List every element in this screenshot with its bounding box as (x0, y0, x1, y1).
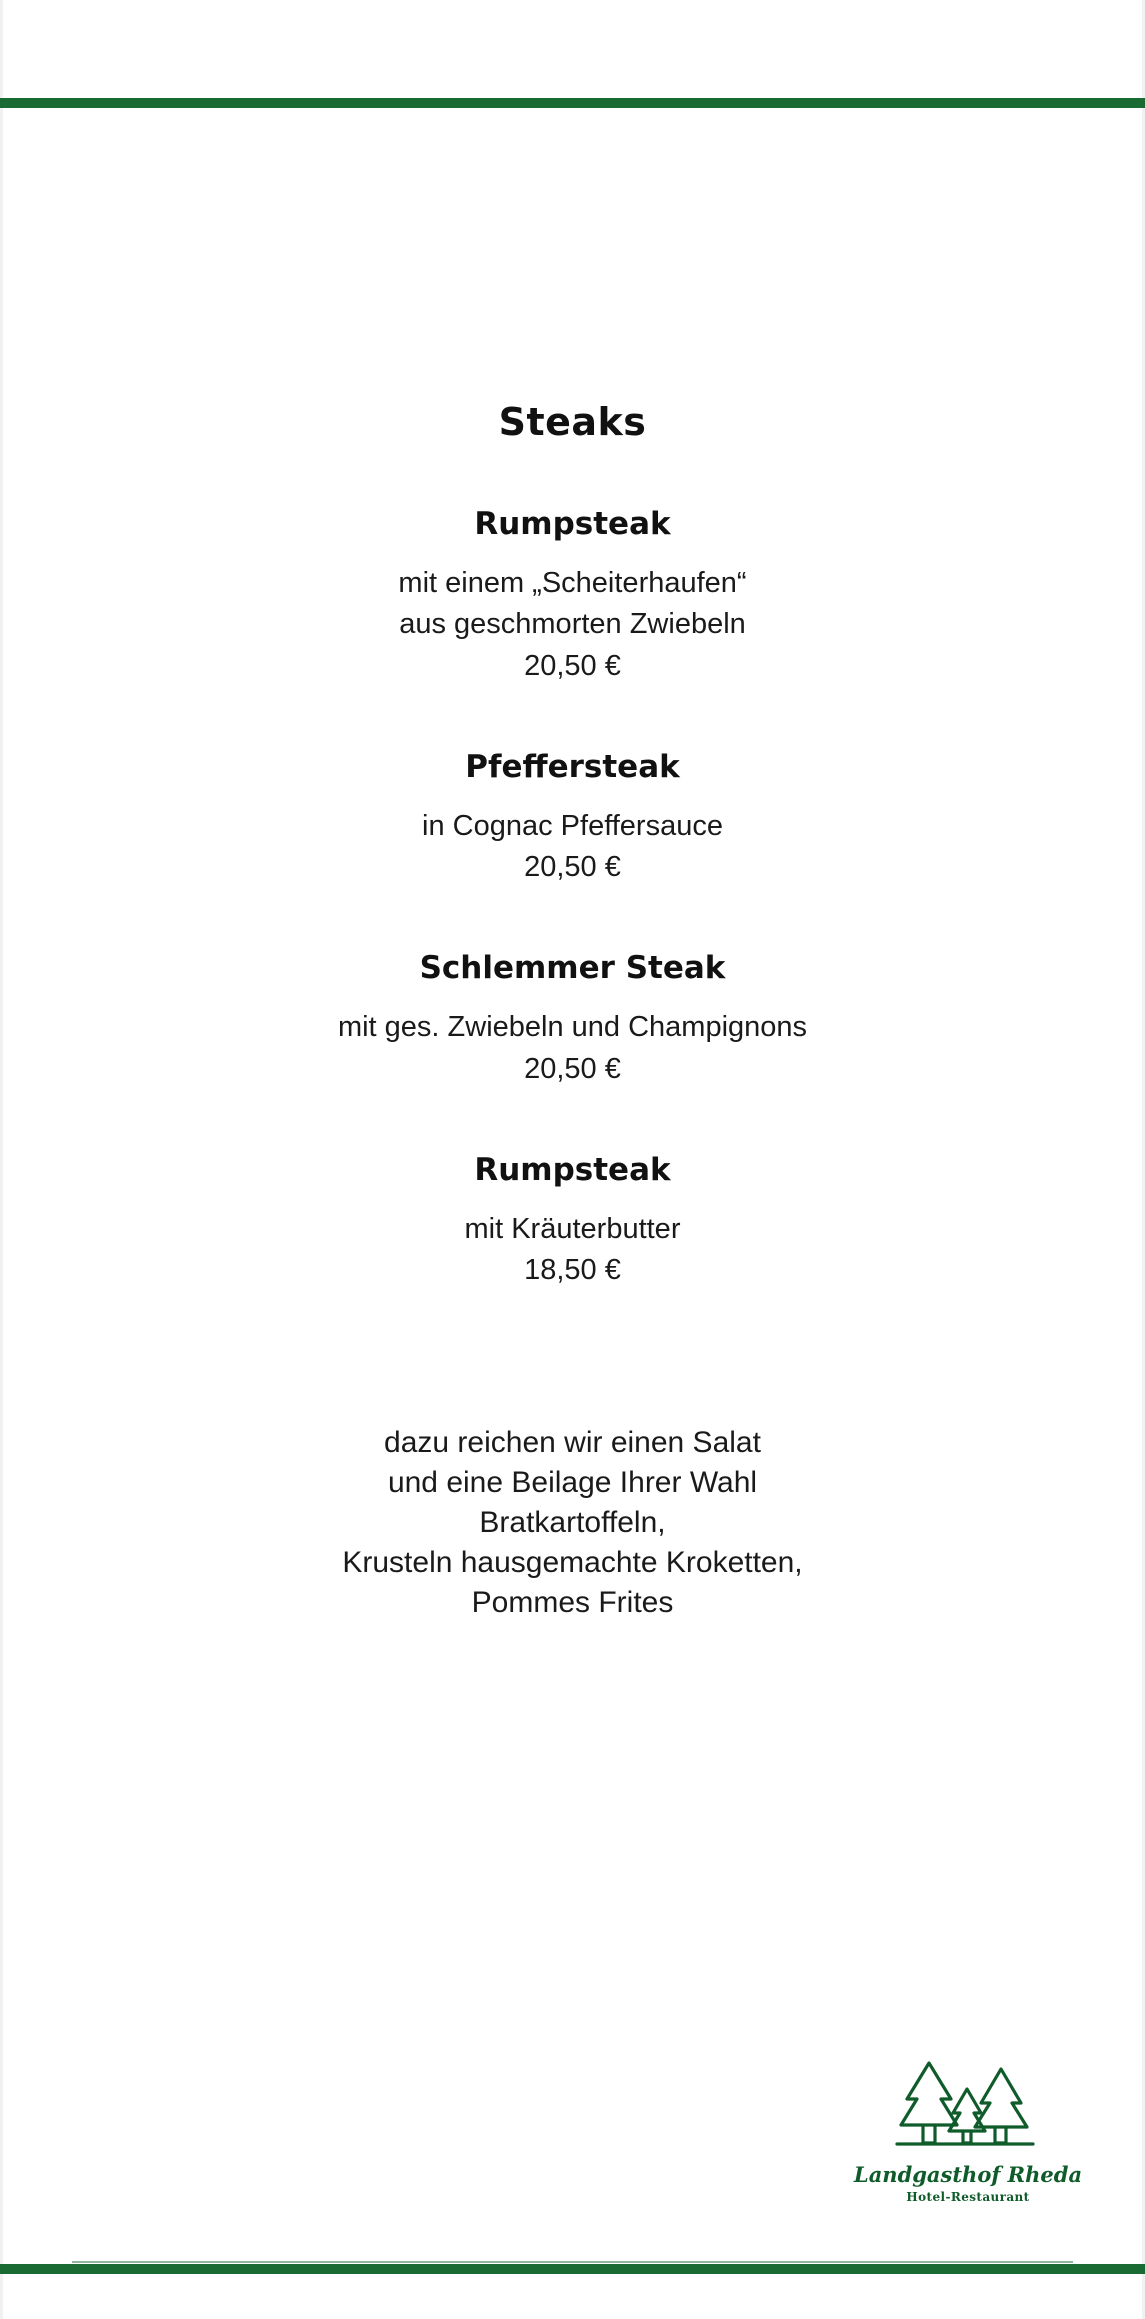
menu-item-name: Rumpsteak (474, 506, 671, 542)
menu-item-description-line: aus geschmorten Zwiebeln (399, 608, 746, 641)
menu-item-name: Rumpsteak (474, 1151, 671, 1188)
menu-item-price: 18,50 € (524, 1254, 621, 1287)
side-dishes-note (0, 1423, 1145, 1622)
menu-item-description (0, 1007, 1145, 1089)
logo-name: Landgasthof Rheda (853, 2162, 1083, 2187)
side-dishes-note-line: Bratkartoffeln, (479, 1506, 666, 1540)
menu-item (0, 749, 1145, 889)
menu-content (0, 108, 1145, 2264)
menu-item (0, 1152, 1145, 1292)
menu-item-description (0, 1209, 1145, 1291)
menu-item-description-line: mit ges. Zwiebeln und Champignons (337, 1011, 808, 1044)
bottom-thin-rule (72, 2261, 1073, 2263)
menu-item-description (0, 806, 1145, 888)
menu-item-description-line: in Cognac Pfeffersauce (422, 809, 723, 842)
side-dishes-note-line: dazu reichen wir einen Salat (384, 1426, 761, 1460)
logo (853, 2055, 1083, 2204)
side-dishes-note-line: Pommes Frites (471, 1585, 674, 1619)
top-green-rule (0, 98, 1145, 108)
menu-item (0, 950, 1145, 1090)
logo-subtitle: Hotel-Restaurant (906, 2190, 1030, 2204)
menu-item-price: 20,50 € (524, 649, 621, 682)
bottom-green-rule (0, 2264, 1145, 2274)
menu-item-description-line: mit einem „Scheiterhaufen“ (398, 567, 747, 600)
menu-item-price: 20,50 € (524, 1052, 621, 1085)
page-title: Steaks (498, 400, 647, 444)
menu-item-price: 20,50 € (524, 851, 621, 884)
fir-trees-icon (883, 2055, 1053, 2160)
menu-item-description (0, 563, 1145, 687)
side-dishes-note-line: und eine Beilage Ihrer Wahl (387, 1466, 758, 1500)
menu-item (0, 506, 1145, 687)
menu-item-description-line: mit Kräuterbutter (464, 1212, 681, 1245)
menu-item-name: Schlemmer Steak (419, 950, 726, 987)
menu-item-name: Pfeffersteak (465, 748, 680, 785)
side-dishes-note-line: Krusteln hausgemachte Kroketten, (342, 1545, 803, 1579)
